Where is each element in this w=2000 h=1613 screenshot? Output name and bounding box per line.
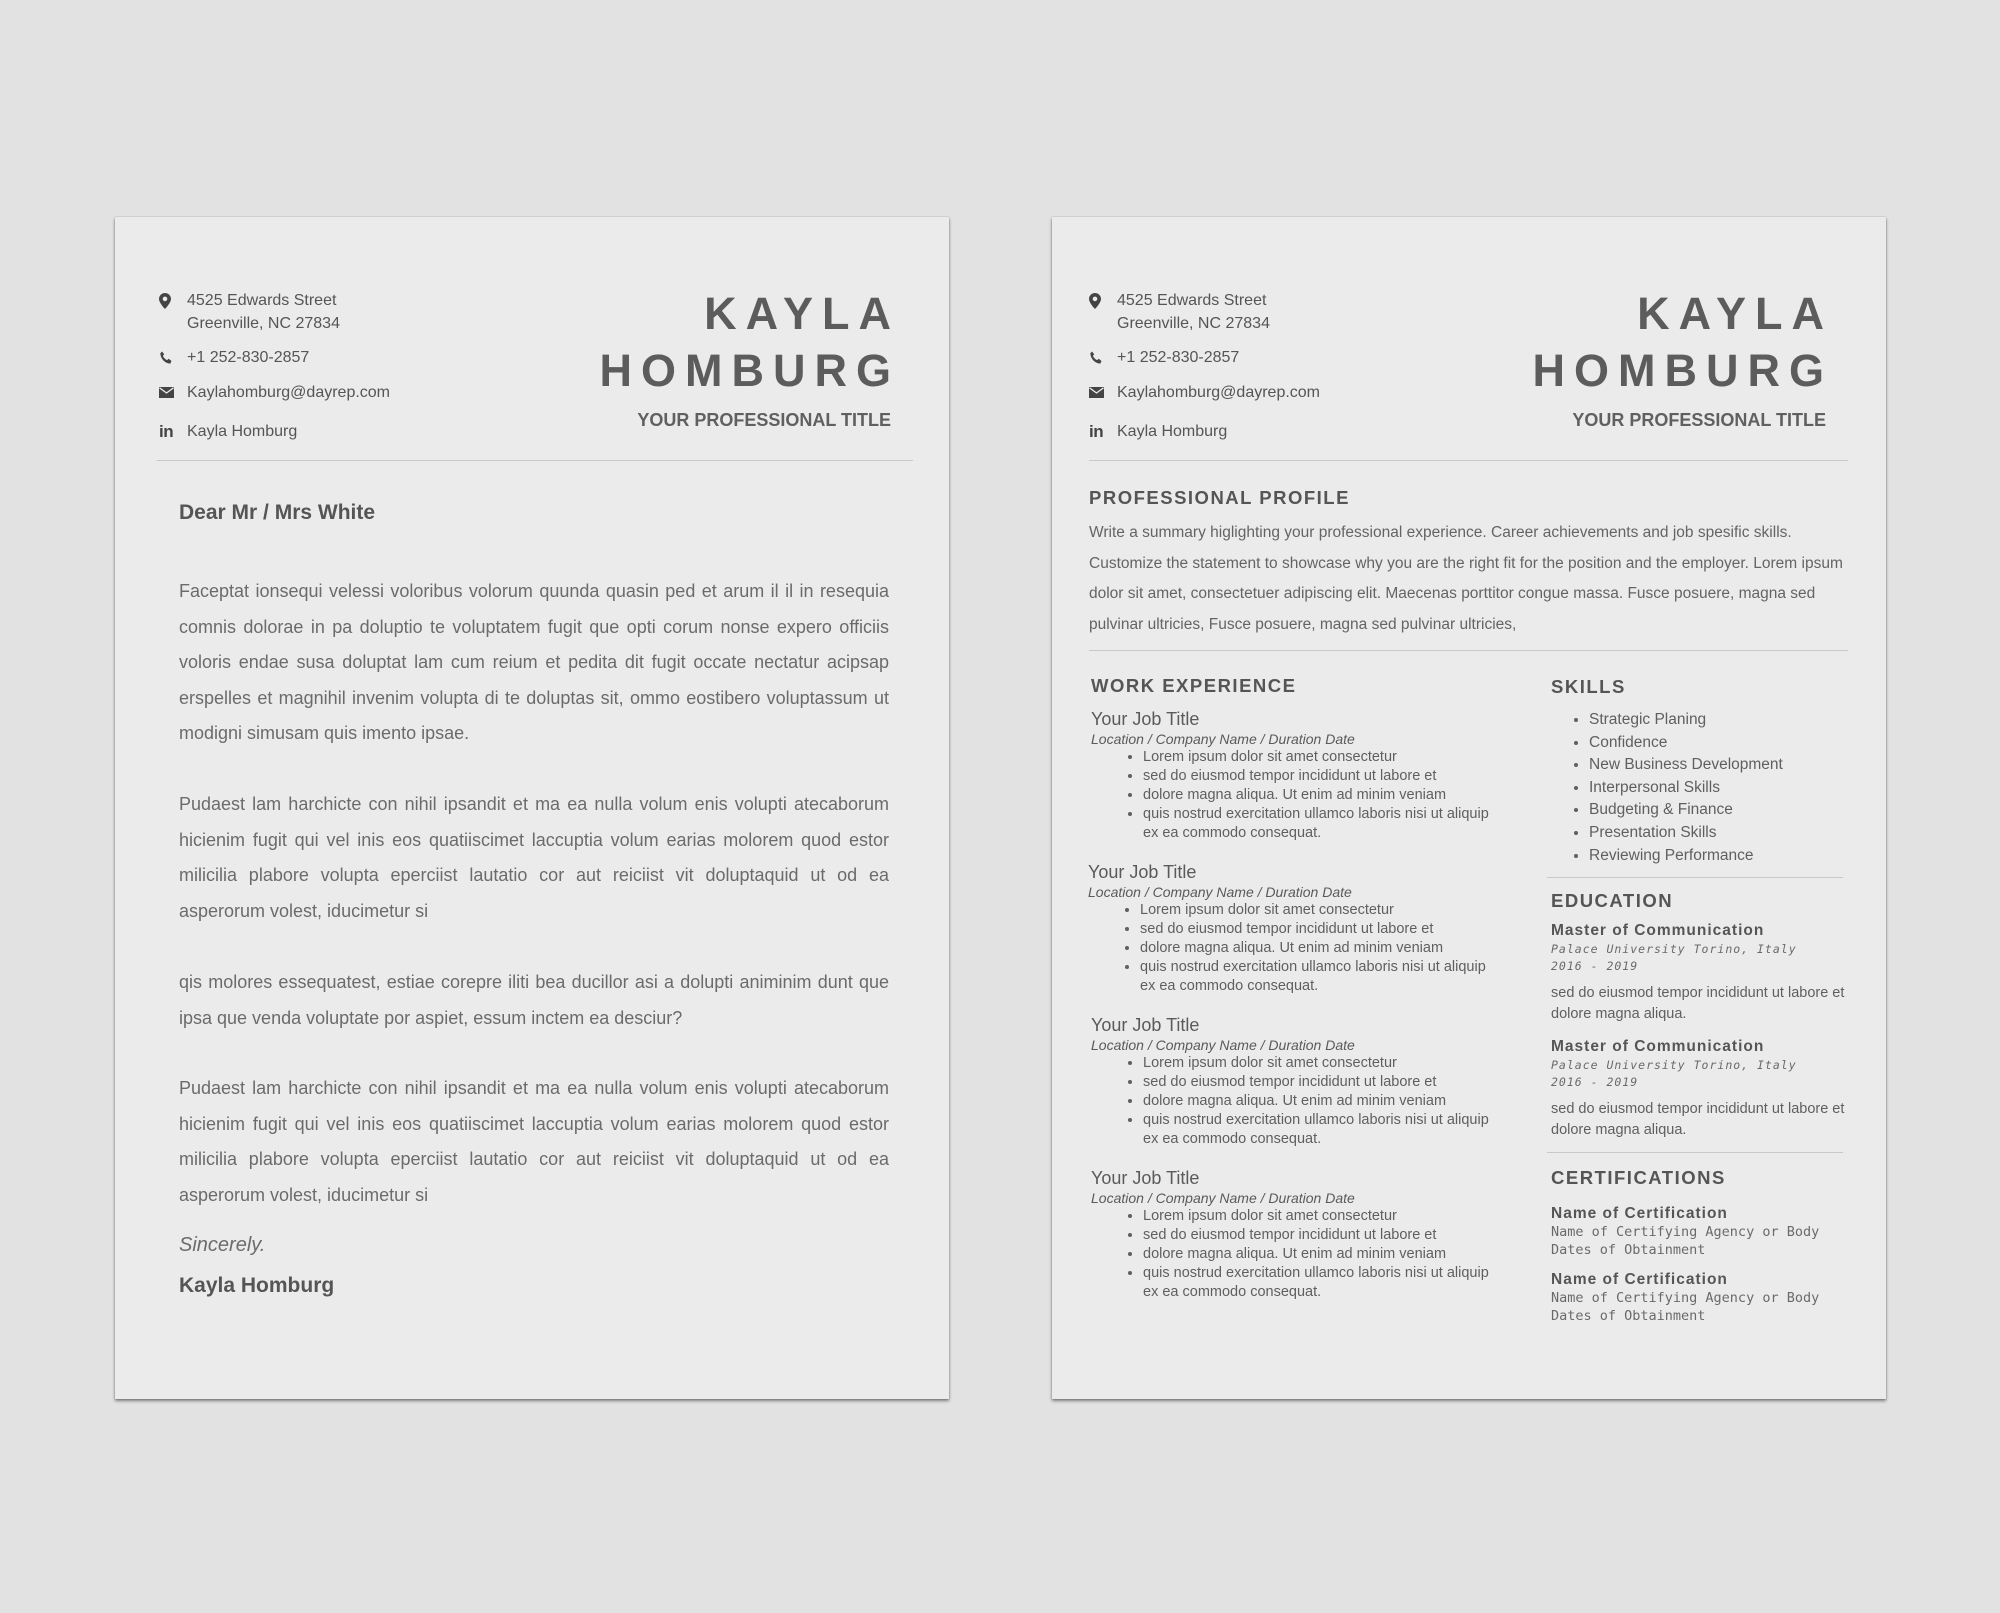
phone: [1089, 346, 1239, 369]
job-bullets: [1091, 1054, 1491, 1149]
linkedin-text: Kayla Homburg: [1117, 423, 1228, 440]
education-description: sed do eiusmod tempor incididunt ut labore et dolore magna aliqua.: [1551, 985, 1845, 1022]
obtainment-dates: Dates of Obtainment: [1551, 1242, 1706, 1258]
letter-paragraph: qis molores essequatest, estiae corepre iliti bea ducillor asi a dolupti animinim dunt que ipsa que venda voluptate por aspiet, essum inctem ea desciur?: [179, 972, 889, 1028]
skill-item: • Presentation Skills: [1589, 822, 1783, 845]
job-bullet: • Lorem ipsum dolor sit amet consectetur: [1143, 1207, 1491, 1226]
professional-title: YOUR PROFESSIONAL TITLE: [1572, 410, 1826, 430]
job-bullet: • Lorem ipsum dolor sit amet consectetur: [1143, 748, 1491, 767]
job-title: Your Job Title: [1091, 709, 1200, 729]
job-bullet: • dolore magna aliqua. Ut enim ad minim veniam: [1143, 786, 1491, 805]
job-meta: Location / Company Name / Duration Date: [1091, 731, 1355, 747]
phone: [159, 346, 309, 369]
linkedin: [159, 420, 297, 443]
job-bullet: • sed do eiusmod tempor incididunt ut labore et: [1143, 1073, 1491, 1092]
address: [159, 289, 340, 335]
job-title: Your Job Title: [1088, 862, 1197, 882]
email-text: Kaylahomburg@dayrep.com: [187, 384, 391, 401]
header-divider: [1089, 460, 1848, 461]
job-entry: [1091, 1014, 1491, 1149]
job-bullet: • Lorem ipsum dolor sit amet consectetur: [1143, 1054, 1491, 1073]
closing: Sincerely.: [179, 1234, 266, 1256]
certifying-agency: Name of Certifying Agency or Body: [1551, 1290, 1820, 1306]
location-pin-icon: [159, 289, 187, 312]
education-heading: EDUCATION: [1551, 890, 1674, 911]
phone-icon: [1089, 346, 1117, 369]
job-title: Your Job Title: [1091, 1015, 1200, 1035]
header-divider: [157, 460, 913, 461]
job-bullets: [1091, 748, 1491, 843]
certification-entry: [1551, 1270, 1881, 1325]
job-entry: [1088, 861, 1488, 996]
address-line1: 4525 Edwards Street: [1117, 292, 1267, 309]
first-name: KAYLA: [1637, 288, 1833, 339]
linkedin-icon: in: [1089, 422, 1104, 441]
location-pin-icon: [1089, 289, 1117, 312]
work-heading: WORK EXPERIENCE: [1091, 675, 1297, 696]
certifying-agency: Name of Certifying Agency or Body: [1551, 1224, 1820, 1240]
mail-icon: [1089, 381, 1117, 404]
address: [1089, 289, 1270, 335]
job-bullet: • quis nostrud exercitation ullamco laboris nisi ut aliquip ex ea commodo consequat.: [1143, 805, 1491, 843]
email-text: Kaylahomburg@dayrep.com: [1117, 384, 1321, 401]
last-name: HOMBURG: [599, 345, 900, 396]
mail-icon: [159, 381, 187, 404]
professional-title: YOUR PROFESSIONAL TITLE: [637, 410, 891, 430]
skill-item: • Budgeting & Finance: [1589, 799, 1783, 822]
last-name: HOMBURG: [1532, 345, 1833, 396]
job-bullets: [1091, 1207, 1491, 1302]
skills-heading: SKILLS: [1551, 676, 1626, 697]
signature: Kayla Homburg: [179, 1274, 335, 1297]
skill-item: • Strategic Planing: [1589, 709, 1783, 732]
applicant-name: [1532, 285, 1833, 399]
degree: Master of Communication: [1551, 922, 1765, 939]
job-bullets: [1088, 901, 1488, 996]
profile-summary: Write a summary higlighting your professional experience. Career achievements and job spesific skills. Customize the statement to showcase why you are the right fit for the position and the employer. Lorem ipsum dolor sit amet, consectetuer adipiscing elit. Maecenas porttitor congue massa. Fusce posuere, magna sed pulvinar ultricies, Fusce posuere, magna sed pulvinar ultricies,: [1089, 524, 1843, 633]
skill-item: • New Business Development: [1589, 754, 1783, 777]
job-meta: Location / Company Name / Duration Date: [1091, 1037, 1355, 1053]
email: [159, 381, 390, 404]
address-line2: Greenville, NC 27834: [187, 315, 340, 332]
skill-item: • Reviewing Performance: [1589, 845, 1783, 868]
education-entry: [1551, 1037, 1851, 1141]
education-divider: [1547, 1152, 1843, 1153]
letter-paragraph: Faceptat ionsequi velessi voloribus volorum quunda quasin ped et arum il il in resequia comnis dolorae in pa doluptio te voluptatem fugit que opti corum nonse expero officiis voloris endae susa doluptat lam cum reium et pedita dit fugit occate nectatur acipsap erspelles et magnihil invenim volupta di te doluptas sit, ommo eostibero voluptassum ut modigni simusam quis imento ipsae.: [179, 581, 889, 743]
applicant-name: [599, 285, 900, 399]
certification-name: Name of Certification: [1551, 1271, 1728, 1288]
certification-entry: [1551, 1204, 1881, 1259]
skill-item: • Interpersonal Skills: [1589, 777, 1783, 800]
skills-divider: [1547, 877, 1843, 878]
profile-divider: [1089, 650, 1848, 651]
education-entry: [1551, 921, 1851, 1025]
job-bullet: • Lorem ipsum dolor sit amet consectetur: [1140, 901, 1488, 920]
school: Palace University Torino, Italy: [1551, 942, 1797, 956]
job-bullet: • quis nostrud exercitation ullamco laboris nisi ut aliquip ex ea commodo consequat.: [1143, 1111, 1491, 1149]
linkedin-text: Kayla Homburg: [187, 423, 298, 440]
job-bullet: • quis nostrud exercitation ullamco laboris nisi ut aliquip ex ea commodo consequat.: [1143, 1264, 1491, 1302]
education-description: sed do eiusmod tempor incididunt ut labore et dolore magna aliqua.: [1551, 1101, 1845, 1138]
job-bullet: • sed do eiusmod tempor incididunt ut labore et: [1143, 767, 1491, 786]
job-bullet: • dolore magna aliqua. Ut enim ad minim veniam: [1143, 1092, 1491, 1111]
school: Palace University Torino, Italy: [1551, 1058, 1797, 1072]
linkedin: [1089, 420, 1227, 443]
job-bullet: • sed do eiusmod tempor incididunt ut labore et: [1143, 1226, 1491, 1245]
degree: Master of Communication: [1551, 1038, 1765, 1055]
linkedin-icon: in: [159, 422, 174, 441]
phone-text: +1 252-830-2857: [187, 349, 310, 366]
skills-list: [1551, 709, 1783, 867]
certification-name: Name of Certification: [1551, 1205, 1728, 1222]
phone-icon: [159, 346, 187, 369]
job-meta: Location / Company Name / Duration Date: [1091, 1190, 1355, 1206]
skill-item: • Confidence: [1589, 732, 1783, 755]
years: 2016 - 2019: [1551, 959, 1639, 973]
job-bullet: • dolore magna aliqua. Ut enim ad minim veniam: [1140, 939, 1488, 958]
address-line2: Greenville, NC 27834: [1117, 315, 1270, 332]
certifications-heading: CERTIFICATIONS: [1551, 1167, 1726, 1188]
letter-paragraph: Pudaest lam harchicte con nihil ipsandit et ma ea nulla volum enis volupti atecaborum hicienim fugit qui vel inis eos quatiiscimet laccuptia volum earias molorem quod estor milicilia plabore volupta eperciist lautatio cor aut reiciist vit doluptaquid ut od ea asperorum volest, iducimetur si: [179, 794, 889, 921]
first-name: KAYLA: [704, 288, 900, 339]
obtainment-dates: Dates of Obtainment: [1551, 1308, 1706, 1324]
job-entry: [1091, 708, 1491, 843]
profile-heading: PROFESSIONAL PROFILE: [1089, 487, 1350, 508]
years: 2016 - 2019: [1551, 1075, 1639, 1089]
cover-letter-page: [115, 217, 949, 1399]
address-line1: 4525 Edwards Street: [187, 292, 337, 309]
job-bullet: • dolore magna aliqua. Ut enim ad minim veniam: [1143, 1245, 1491, 1264]
letter-paragraph: Pudaest lam harchicte con nihil ipsandit et ma ea nulla volum enis volupti atecaborum hicienim fugit qui vel inis eos quatiiscimet laccuptia volum earias molorem quod estor milicilia plabore volupta eperciist lautatio cor aut reiciist vit doluptaquid ut od ea asperorum volest, iducimetur si: [179, 1078, 889, 1205]
job-meta: Location / Company Name / Duration Date: [1088, 884, 1352, 900]
resume-page: [1052, 217, 1886, 1399]
salutation: Dear Mr / Mrs White: [179, 501, 376, 524]
phone-text: +1 252-830-2857: [1117, 349, 1240, 366]
job-title: Your Job Title: [1091, 1168, 1200, 1188]
job-bullet: • sed do eiusmod tempor incididunt ut labore et: [1140, 920, 1488, 939]
job-bullet: • quis nostrud exercitation ullamco laboris nisi ut aliquip ex ea commodo consequat.: [1140, 958, 1488, 996]
job-entry: [1091, 1167, 1491, 1302]
email: [1089, 381, 1320, 404]
